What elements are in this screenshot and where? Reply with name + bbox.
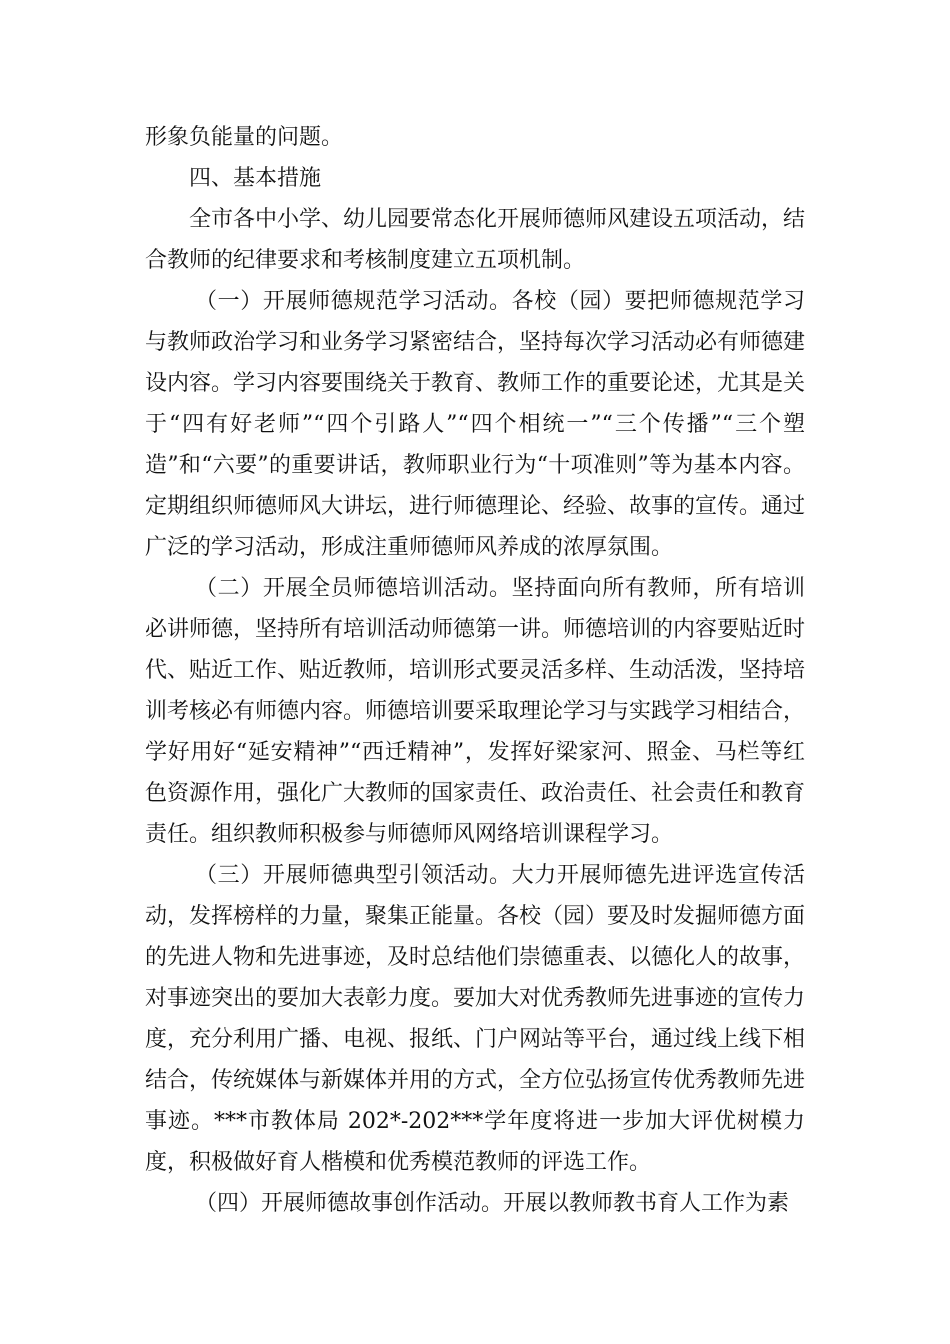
document-body (145, 117, 805, 1224)
paragraph-continuation: 形象负能量的问题。 (145, 125, 344, 150)
paragraph-item-2: （二）开展全员师德培训活动。坚持面向所有教师，所有培训必讲师德，坚持所有培训活动师德第一讲。师德培训的内容要贴近时代、贴近工作、贴近教师，培训形式要灵活多样、生动活泼，坚持培训考核必有师德内容。师德培训要采取理论学习与实践学习相结合，学好用好“延安精神”“西迁精神”，发挥好梁家河、照金、马栏等红色资源作用，强化广大教师的国家责任、政治责任、社会责任和教育责任。组织教师积极参与师德师风网络培训课程学习。 (145, 576, 806, 847)
paragraph-item-3: （三）开展师德典型引领活动。大力开展师德先进评选宣传活动，发挥榜样的力量，聚集正能量。各校（园）要及时发掘师德方面的先进人物和先进事迹，及时总结他们崇德重表、以德化人的故事，对事迹突出的要加大表彰力度。要加大对优秀教师先进事迹的宣传力度，充分利用广播、电视、报纸、门户网站等平台，通过线上线下相结合，传统媒体与新媒体并用的方式，全方位弘扬宣传优秀教师先进事迹。***市教体局 202*-202***学年度将进一步加大评优树模力度，积极做好育人楷模和优秀模范教师的评选工作。 (145, 863, 806, 1175)
paragraph-item-4: （四）开展师德故事创作活动。开展以教师教书育人工作为素 (195, 1191, 790, 1216)
paragraph-intro: 全市各中小学、幼儿园要常态化开展师德师风建设五项活动，结合教师的纪律要求和考核制度建立五项机制。 (145, 207, 806, 273)
section-heading: 四、基本措施 (189, 166, 322, 191)
paragraph-item-1: （一）开展师德规范学习活动。各校（园）要把师德规范学习与教师政治学习和业务学习紧密结合，坚持每次学习活动必有师德建设内容。学习内容要围绕关于教育、教师工作的重要论述，尤其是关于“四有好老师”“四个引路人”“四个相统一”“三个传播”“三个塑造”和“六要”的重要讲话，教师职业行为“十项准则”等为基本内容。定期组织师德师风大讲坛，进行师德理论、经验、故事的宣传。通过广泛的学习活动，形成注重师德师风养成的浓厚氛围。 (145, 289, 806, 560)
